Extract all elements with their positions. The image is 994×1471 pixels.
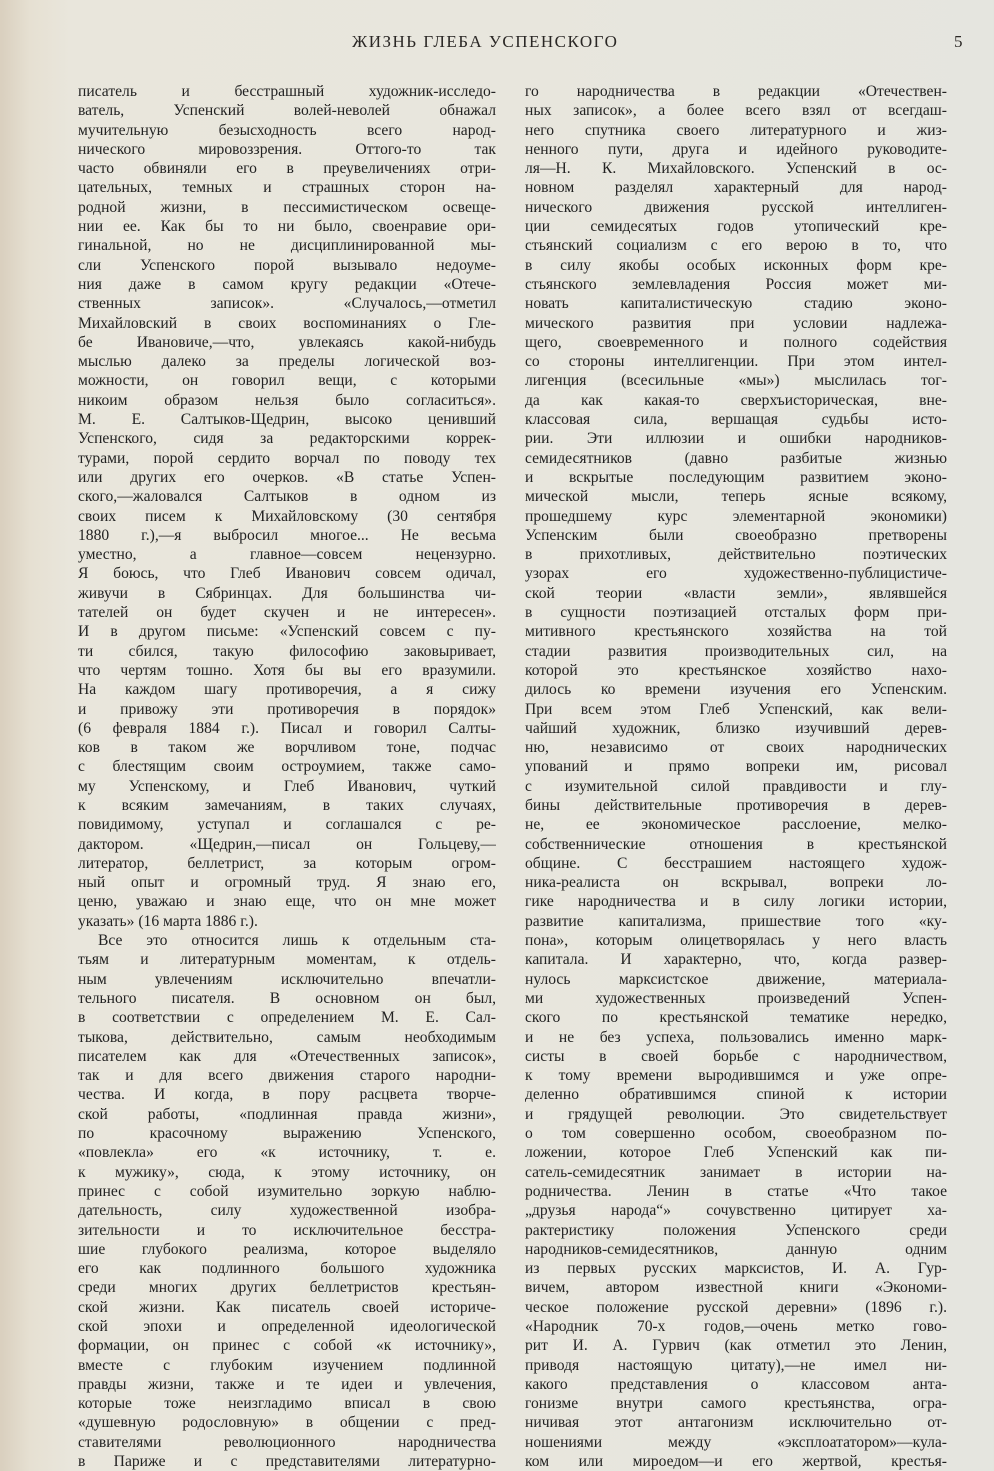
text-line: к мужику», сюда, к этому источнику, он (78, 1163, 496, 1181)
text-line: стьянского землевладения Россия может ми- (525, 275, 947, 293)
text-line: зительности и то исключительное бесстра- (78, 1221, 496, 1239)
text-line: писатель и бесстрашный художник-исследо- (78, 83, 496, 100)
text-line: дактором. «Щедрин,—писал он Гольцеву,— (78, 835, 496, 853)
text-line: мыслью далеко за пределы логической воз- (78, 353, 496, 371)
text-line: которые тоже неизгладимо вписал в свою (78, 1395, 496, 1413)
text-line: ской жизни. Как писатель своей историче- (78, 1298, 496, 1316)
text-line: да как какая-то сверхъисторическая, вне- (525, 391, 947, 409)
text-line: шие глубокого реализма, которое выделяло (78, 1240, 496, 1258)
text-line: дилось ко времени изучения его Успенским. (525, 681, 947, 699)
text-line: стьянский социализм с его верою в то, что (525, 237, 947, 255)
text-line: ничивая этот антагонизм исключительно от- (525, 1414, 947, 1432)
text-line: систы в своей борьбе с народничеством, (525, 1047, 947, 1065)
text-line: цательных, темных и страшных сторон на- (78, 179, 496, 197)
text-line: чайший художник, близко изучивший дерев- (525, 719, 947, 737)
text-line: ношениями между «эксплоататором»—кула- (525, 1433, 947, 1451)
text-line: ственных записок». «Случалось,—отметил (78, 295, 496, 313)
text-line: живучи в Сябринцах. Для большинства чи- (78, 584, 496, 602)
text-line: Успенским были своеобразно претворены (525, 526, 947, 544)
text-line: общине. С бесстрашием настоящего худож- (525, 854, 947, 872)
text-line: в сущности поэтизацией отсталых форм при- (525, 604, 947, 622)
text-line: ского,—жаловался Салтыков в одном из (78, 488, 496, 506)
text-line: ского по крестьянской тематике нередко, (525, 1009, 947, 1027)
text-line: му Успенскому, и Глеб Иванович, чуткий (78, 777, 496, 795)
text-line: «повлекла» его «к источнику, т. е. (78, 1144, 496, 1162)
text-line: него спутника своего литературного и жиз- (525, 121, 947, 139)
text-line: приводя настоящую цитату),—не имел ни- (525, 1356, 947, 1374)
text-line: бе Ивановиче,—что, увлекаясь какой-нибудь (78, 333, 496, 351)
text-line: При всем этом Глеб Успенский, как вели- (525, 700, 947, 718)
text-line: рии. Эти иллюзии и ошибки народников- (525, 430, 947, 448)
text-line: или других его очерков. «В статье Успен- (78, 468, 496, 486)
text-line: ным увлечениям исключительно впечатли- (78, 970, 496, 988)
text-line: уместно, а главное—совсем нецензурно. (78, 546, 496, 564)
text-line: можности, он говорил вещи, с которыми (78, 372, 496, 390)
text-line: дательность, силу художественной изобра- (78, 1202, 496, 1220)
text-line: нии ее. Как бы то ни было, своенравие ори- (78, 218, 496, 236)
text-line: „друзья народа“» сочувственно цитирует ха- (525, 1202, 947, 1220)
text-line: классовая сила, вершащая судьбы исто- (525, 411, 947, 429)
text-line: «душевную родословную» в общении с пред- (78, 1414, 496, 1432)
text-line: турами, порой сердито ворчал по поводу тех (78, 449, 496, 467)
text-line: ника-реалиста он вскрывал, вопреки ло- (525, 874, 947, 892)
text-line: ния даже в самом кругу редакции «Отече- (78, 275, 496, 293)
text-line: щего, своевременного и полного содействия (525, 333, 947, 351)
text-line: родничества. Ленин в статье «Что такое (525, 1182, 947, 1200)
text-line: что чертям тошно. Хотя бы вы его вразумили. (78, 661, 496, 679)
text-line: так и для всего движения старого народни- (78, 1067, 496, 1085)
text-line: и вскрытые последующим развитием эконо- (525, 468, 947, 486)
text-line: Все это относится лишь к отдельным ста- (98, 932, 496, 950)
text-line: в соответствии с определением М. Е. Сал- (78, 1009, 496, 1027)
text-line: которой это крестьянское хозяйство нахо- (525, 661, 947, 679)
text-line: деленно обратившимся спиной к истории (525, 1086, 947, 1104)
text-line: какого представления о классовом анта- (525, 1375, 947, 1393)
text-line: мического развития при условии надлежа- (525, 314, 947, 332)
text-line: принес с собой изумительно зоркую наблю- (78, 1182, 496, 1200)
text-line: пона», которым олицетворялась у него власть (525, 932, 947, 950)
text-line: среди многих других беллетристов крестьян- (78, 1279, 496, 1297)
text-line: ской работы, «подлинная правда жизни», (78, 1105, 496, 1123)
text-line: с блестящим своим остроумием, также само- (78, 758, 496, 776)
text-line: развитие капитализма, пришествие того «ку- (525, 912, 947, 930)
text-line: повидимому, уступал и соглашался с ре- (78, 816, 496, 834)
text-line: родной жизни, в пессимистическом освеще- (78, 198, 496, 216)
text-line: о том совершенно особом, своеобразном по- (525, 1125, 947, 1143)
text-line: литератор, беллетрист, за которым огром- (78, 854, 496, 872)
text-line: к тому времени выродившимся и уже опре- (525, 1067, 947, 1085)
text-line: гонизме внутри самого крестьянства, огра- (525, 1395, 947, 1413)
text-line: ми художественных произведений Успен- (525, 989, 947, 1007)
text-line: чества. И когда, в пору расцвета творче- (78, 1086, 496, 1104)
text-line: митивного крестьянского хозяйства на той (525, 623, 947, 641)
text-line: 1880 г.),—я выбросил многое... Не весьма (78, 526, 496, 544)
text-line: с изумительной силой правдивости и глу- (525, 777, 947, 795)
text-line: прошедшему курс элементарной экономики) (525, 507, 947, 525)
text-line: мической мысли, теперь ясные всякому, (525, 488, 947, 506)
text-line: писателем как для «Отечественных записок», (78, 1047, 496, 1065)
text-line: нического мировоззрения. Оттого-то так (78, 140, 496, 158)
text-line: часто обвиняли его в преувеличениях отри- (78, 160, 496, 178)
running-title: ЖИЗНЬ ГЛЕБА УСПЕНСКОГО (352, 32, 619, 51)
text-line: своих писем к Михайловскому (30 сентября (78, 507, 496, 525)
text-line: вместе с глубоким изучением подлинной (78, 1356, 496, 1374)
text-line: сатель-семидесятник занимает в истории на- (525, 1163, 947, 1181)
text-line: в прихотливых, действительно поэтических (525, 546, 947, 564)
text-line: формации, он принес с собой «к источнику», (78, 1337, 496, 1355)
text-line: ков в таком же ворчливом тоне, подчас (78, 739, 496, 757)
text-line: не, ее экономическое расслоение, мелко- (525, 816, 947, 834)
text-line: ценю, уважаю и знаю еще, что он мне может (78, 893, 496, 911)
text-line: ню, независимо от своих народнических (525, 739, 947, 757)
text-line: Успенского, сидя за редакторскими коррек- (78, 430, 496, 448)
text-line: ции семидесятых годов утопический кре- (525, 218, 947, 236)
text-line: нулось марксистское движение, материала- (525, 970, 947, 988)
text-line: На каждом шагу противоречия, а я сижу (78, 681, 496, 699)
text-line: и привожу эти противоречия в порядок» (78, 700, 496, 718)
text-line: мучительную безысходность всего народ- (78, 121, 496, 139)
text-line: к всяким замечаниям, в таких случаях, (78, 796, 496, 814)
text-line: семидесятников (давно разбитые жизнью (525, 449, 947, 467)
text-line: вичем, автором известной книги «Экономи- (525, 1279, 947, 1297)
text-line: новном разделял характерный для народ- (525, 179, 947, 197)
left-text-column (78, 82, 496, 1471)
text-line: капитала. И характерно, что, когда развер- (525, 951, 947, 969)
text-line: нического движения русской интеллиген- (525, 198, 947, 216)
text-line: и грядущей революции. Это свидетельствует (525, 1105, 947, 1123)
text-line: ненного пути, друга и идейного руководите- (525, 140, 947, 158)
text-line: лигенция (всесильные «мы») мыслилась тог- (525, 372, 947, 390)
text-line: собственнические отношения в крестьянской (525, 835, 947, 853)
text-line: ля—Н. К. Михайловского. Успенский в ос- (525, 160, 947, 178)
right-text-column (525, 82, 947, 1471)
text-line: Я боюсь, что Глеб Иванович совсем одичал, (78, 565, 496, 583)
text-line: тыкова, действительно, самым необходимым (78, 1028, 496, 1046)
text-line: гике народничества и в силу логики истории, (525, 893, 947, 911)
text-line: ный опыт и огромный труд. Я знаю его, (78, 874, 496, 892)
text-line: ти сбился, такую философию заковыривает, (78, 642, 496, 660)
text-line: никоим образом нельзя было согласиться». (78, 391, 496, 409)
text-line: и не без успеха, пользовались именно марк- (525, 1028, 947, 1046)
text-line: го народничества в редакции «Отечествен- (525, 83, 947, 100)
text-line: «Народник 70-х годов,—очень метко гово- (525, 1318, 947, 1335)
text-line: ческое положение русской деревни» (1896 г.). (525, 1298, 947, 1316)
text-line: правды жизни, также и те идеи и увлечения, (78, 1375, 496, 1393)
text-line: ватель, Успенский волей-неволей обнажал (78, 102, 496, 120)
page-number: 5 (954, 32, 963, 51)
text-line: ской теории «власти земли», являвшейся (525, 584, 947, 602)
text-line: Михайловский в своих воспоминаниях о Гле- (78, 314, 496, 332)
text-line: по красочному выражению Успенского, (78, 1125, 496, 1143)
text-line: тьям и литературным моментам, к отдель- (78, 951, 496, 969)
text-line: тателей он будет скучен и не интересен». (78, 604, 496, 622)
text-line: ных записок», а более всего взял от всегдаш- (525, 102, 947, 120)
text-line: М. Е. Салтыков-Щедрин, высоко ценивший (78, 411, 496, 429)
text-line: узорах его художественно-публицистиче- (525, 565, 947, 583)
text-line: со стороны интеллигенции. При этом интел- (525, 353, 947, 371)
text-line: ложении, которое Глеб Успенский как пи- (525, 1144, 947, 1162)
text-line: стадии развития производительных сил, на (525, 642, 947, 660)
text-line: И в другом письме: «Успенский совсем с пу- (78, 623, 496, 641)
text-line: тельного писателя. В основном он был, (78, 989, 496, 1007)
text-line: (6 февраля 1884 г.). Писал и говорил Салты- (78, 719, 496, 737)
text-line: ской эпохи и определенной идеологической (78, 1318, 496, 1335)
text-line: гинальной, но не дисциплинированной мы- (78, 237, 496, 255)
text-line: сли Успенского порой вызывало недоуме- (78, 256, 496, 274)
text-line: народников-семидесятников, данную одним (525, 1240, 947, 1258)
text-line: рит И. А. Гурвич (как отметил это Ленин, (525, 1337, 947, 1355)
text-line: в Париже и с представителями литературно- (78, 1453, 496, 1471)
text-line: ставителями революционного народничества (78, 1433, 496, 1451)
text-line: бины действительные противоречия в дерев- (525, 796, 947, 814)
text-line: новать капиталистическую стадию эконо- (525, 295, 947, 313)
text-line: из первых русских марксистов, И. А. Гур- (525, 1260, 947, 1278)
text-line: упований и прямо вопреки им, рисовал (525, 758, 947, 776)
text-line: его как подлинного большого художника (78, 1260, 496, 1278)
text-line: рактеристику положения Успенского среди (525, 1221, 947, 1239)
text-line: в силу якобы особых исконных форм кре- (525, 256, 947, 274)
text-line: ком или мироедом—и его жертвой, крестья- (525, 1453, 947, 1471)
running-head (0, 32, 994, 56)
text-line: указать» (16 марта 1886 г.). (78, 912, 258, 930)
